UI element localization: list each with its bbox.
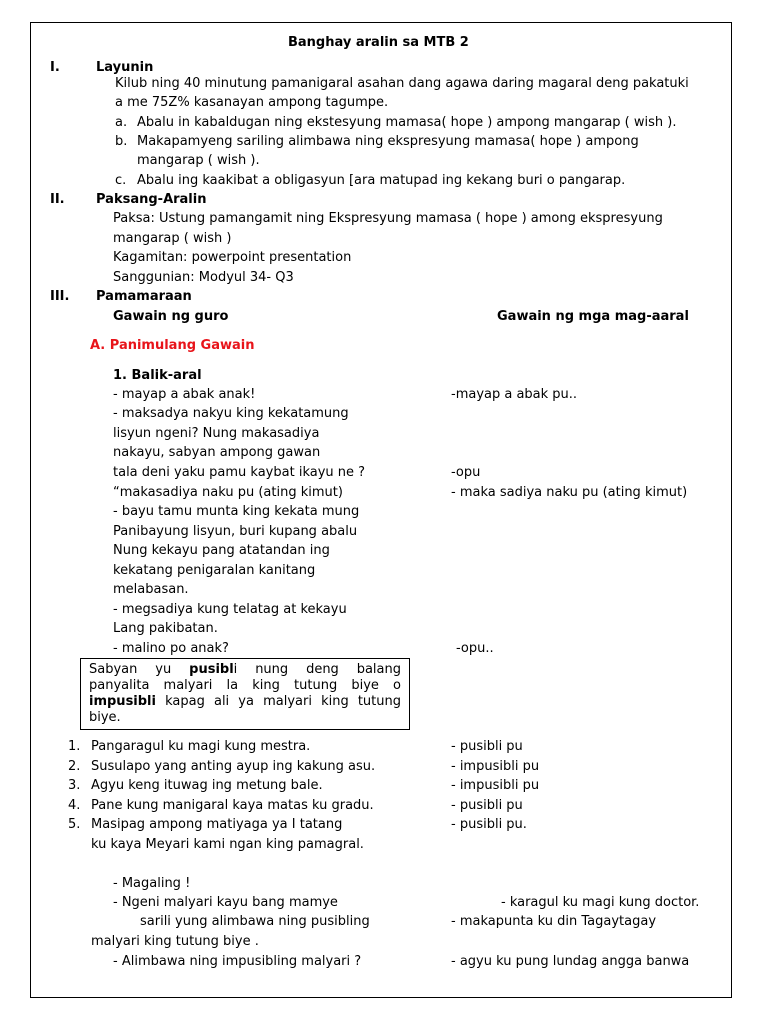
instruction-line-1: Sabyan yu pusibli nung deng balang <box>89 662 402 677</box>
teacher-line: - malino po anak? <box>113 641 229 656</box>
item-answer: - impusibli pu <box>451 759 540 774</box>
objective-c: Abalu ing kaakibat a obligasyun [ara matupad ing kekang buri o pangarap. <box>137 173 626 188</box>
objective-intro-line-2: a me 75Z% kasanayan ampong tagumpe. <box>115 95 389 110</box>
section-2-heading: Paksang-Aralin <box>96 192 207 207</box>
teacher-line: - mayap a abak anak! <box>113 387 256 402</box>
item-answer: - impusibli pu <box>451 778 540 793</box>
teacher-line: - Ngeni malyari kayu bang mamye <box>113 895 338 910</box>
item-text: Masipag ampong matiyaga ya I tatang <box>91 817 343 832</box>
item-number: 1. <box>68 739 81 754</box>
teacher-line: Nung kekayu pang atatandan ing <box>113 543 330 558</box>
item-answer: - pusibli pu <box>451 739 523 754</box>
instruction-box <box>80 658 410 730</box>
teacher-line: - maksadya nakyu king kekatamung <box>113 406 349 421</box>
item-number: 5. <box>68 817 81 832</box>
item-text: Pangaragul ku magi kung mestra. <box>91 739 311 754</box>
teacher-line: - megsadiya kung telatag at kekayu <box>113 602 347 617</box>
item-number: 3. <box>68 778 81 793</box>
section-1-number: I. <box>50 60 60 75</box>
teacher-line: Panibayung lisyun, buri kupang abalu <box>113 524 358 539</box>
document-title: Banghay aralin sa MTB 2 <box>288 35 469 50</box>
instruction-line-3: impusibli kapag ali ya malyari king tutung <box>89 694 401 709</box>
item-text: Pane kung manigaral kaya matas ku gradu. <box>91 798 374 813</box>
item-answer: - pusibli pu. <box>451 817 527 832</box>
student-line: - maka sadiya naku pu (ating kimut) <box>451 485 688 500</box>
objective-b-line-2: mangarap ( wish ). <box>137 153 260 168</box>
student-line: -opu <box>451 465 481 480</box>
instruction-line-4: biye. <box>89 710 121 725</box>
topic-line-1: Paksa: Ustung pamangamit ning Ekspresyung mamasa ( hope ) among ekspresyung <box>113 211 663 226</box>
objective-c-marker: c. <box>115 173 127 188</box>
objective-intro-line-1: Kilub ning 40 minutung pamanigaral asahan dang agawa daring magaral deng pakatuki <box>115 76 689 91</box>
section-3-number: III. <box>50 289 70 304</box>
teacher-line: malyari king tutung biye . <box>91 934 259 949</box>
topic-line-2: mangarap ( wish ) <box>113 231 232 246</box>
student-line: -mayap a abak pu.. <box>451 387 578 402</box>
teacher-line: - Magaling ! <box>113 876 191 891</box>
item-answer: - pusibli pu <box>451 798 523 813</box>
objective-b-marker: b. <box>115 134 128 149</box>
item-number: 2. <box>68 759 81 774</box>
objective-b-line-1: Makapamyeng sariling alimbawa ning ekspresyung mamasa( hope ) ampong <box>137 134 639 149</box>
materials-text: Kagamitan: powerpoint presentation <box>113 250 352 265</box>
teacher-line: “makasadiya naku pu (ating kimut) <box>113 485 343 500</box>
section-3-heading: Pamamaraan <box>96 289 192 304</box>
item-number: 4. <box>68 798 81 813</box>
teacher-line: nakayu, sabyan ampong gawan <box>113 445 321 460</box>
teacher-line: tala deni yaku pamu kaybat ikayu ne ? <box>113 465 366 480</box>
objective-a: Abalu in kabaldugan ning ekstesyung mamasa( hope ) ampong mangarap ( wish ). <box>137 115 677 130</box>
student-line: - makapunta ku din Tagaytagay <box>451 914 657 929</box>
teacher-line: sarili yung alimbawa ning pusibling <box>140 914 370 929</box>
objective-a-marker: a. <box>115 115 128 130</box>
student-line: -opu.. <box>456 641 494 656</box>
review-heading: 1. Balik-aral <box>113 368 202 383</box>
reference-text: Sanggunian: Modyul 34- Q3 <box>113 270 294 285</box>
student-line: - agyu ku pung lundag angga banwa <box>451 954 690 969</box>
item-text: Susulapo yang anting ayup ing kakung asu. <box>91 759 376 774</box>
teacher-line: melabasan. <box>113 582 189 597</box>
student-line: - karagul ku magi kung doctor. <box>501 895 700 910</box>
instruction-line-2: panyalita malyari la king tutung biye o <box>89 678 401 693</box>
item-text: Agyu keng ituwag ing metung bale. <box>91 778 323 793</box>
teacher-column-heading: Gawain ng guro <box>113 309 229 324</box>
introductory-activity-heading: A. Panimulang Gawain <box>90 338 255 353</box>
section-1-heading: Layunin <box>96 60 154 75</box>
teacher-line: lisyun ngeni? Nung makasadiya <box>113 426 320 441</box>
teacher-line: Lang pakibatan. <box>113 621 218 636</box>
item-text-continuation: ku kaya Meyari kami ngan king pamagral. <box>91 837 364 852</box>
teacher-line: - bayu tamu munta king kekata mung <box>113 504 360 519</box>
section-2-number: II. <box>50 192 65 207</box>
student-column-heading: Gawain ng mga mag-aaral <box>497 309 689 324</box>
teacher-line: kekatang penigaralan kanitang <box>113 563 316 578</box>
teacher-line: - Alimbawa ning impusibling malyari ? <box>113 954 362 969</box>
